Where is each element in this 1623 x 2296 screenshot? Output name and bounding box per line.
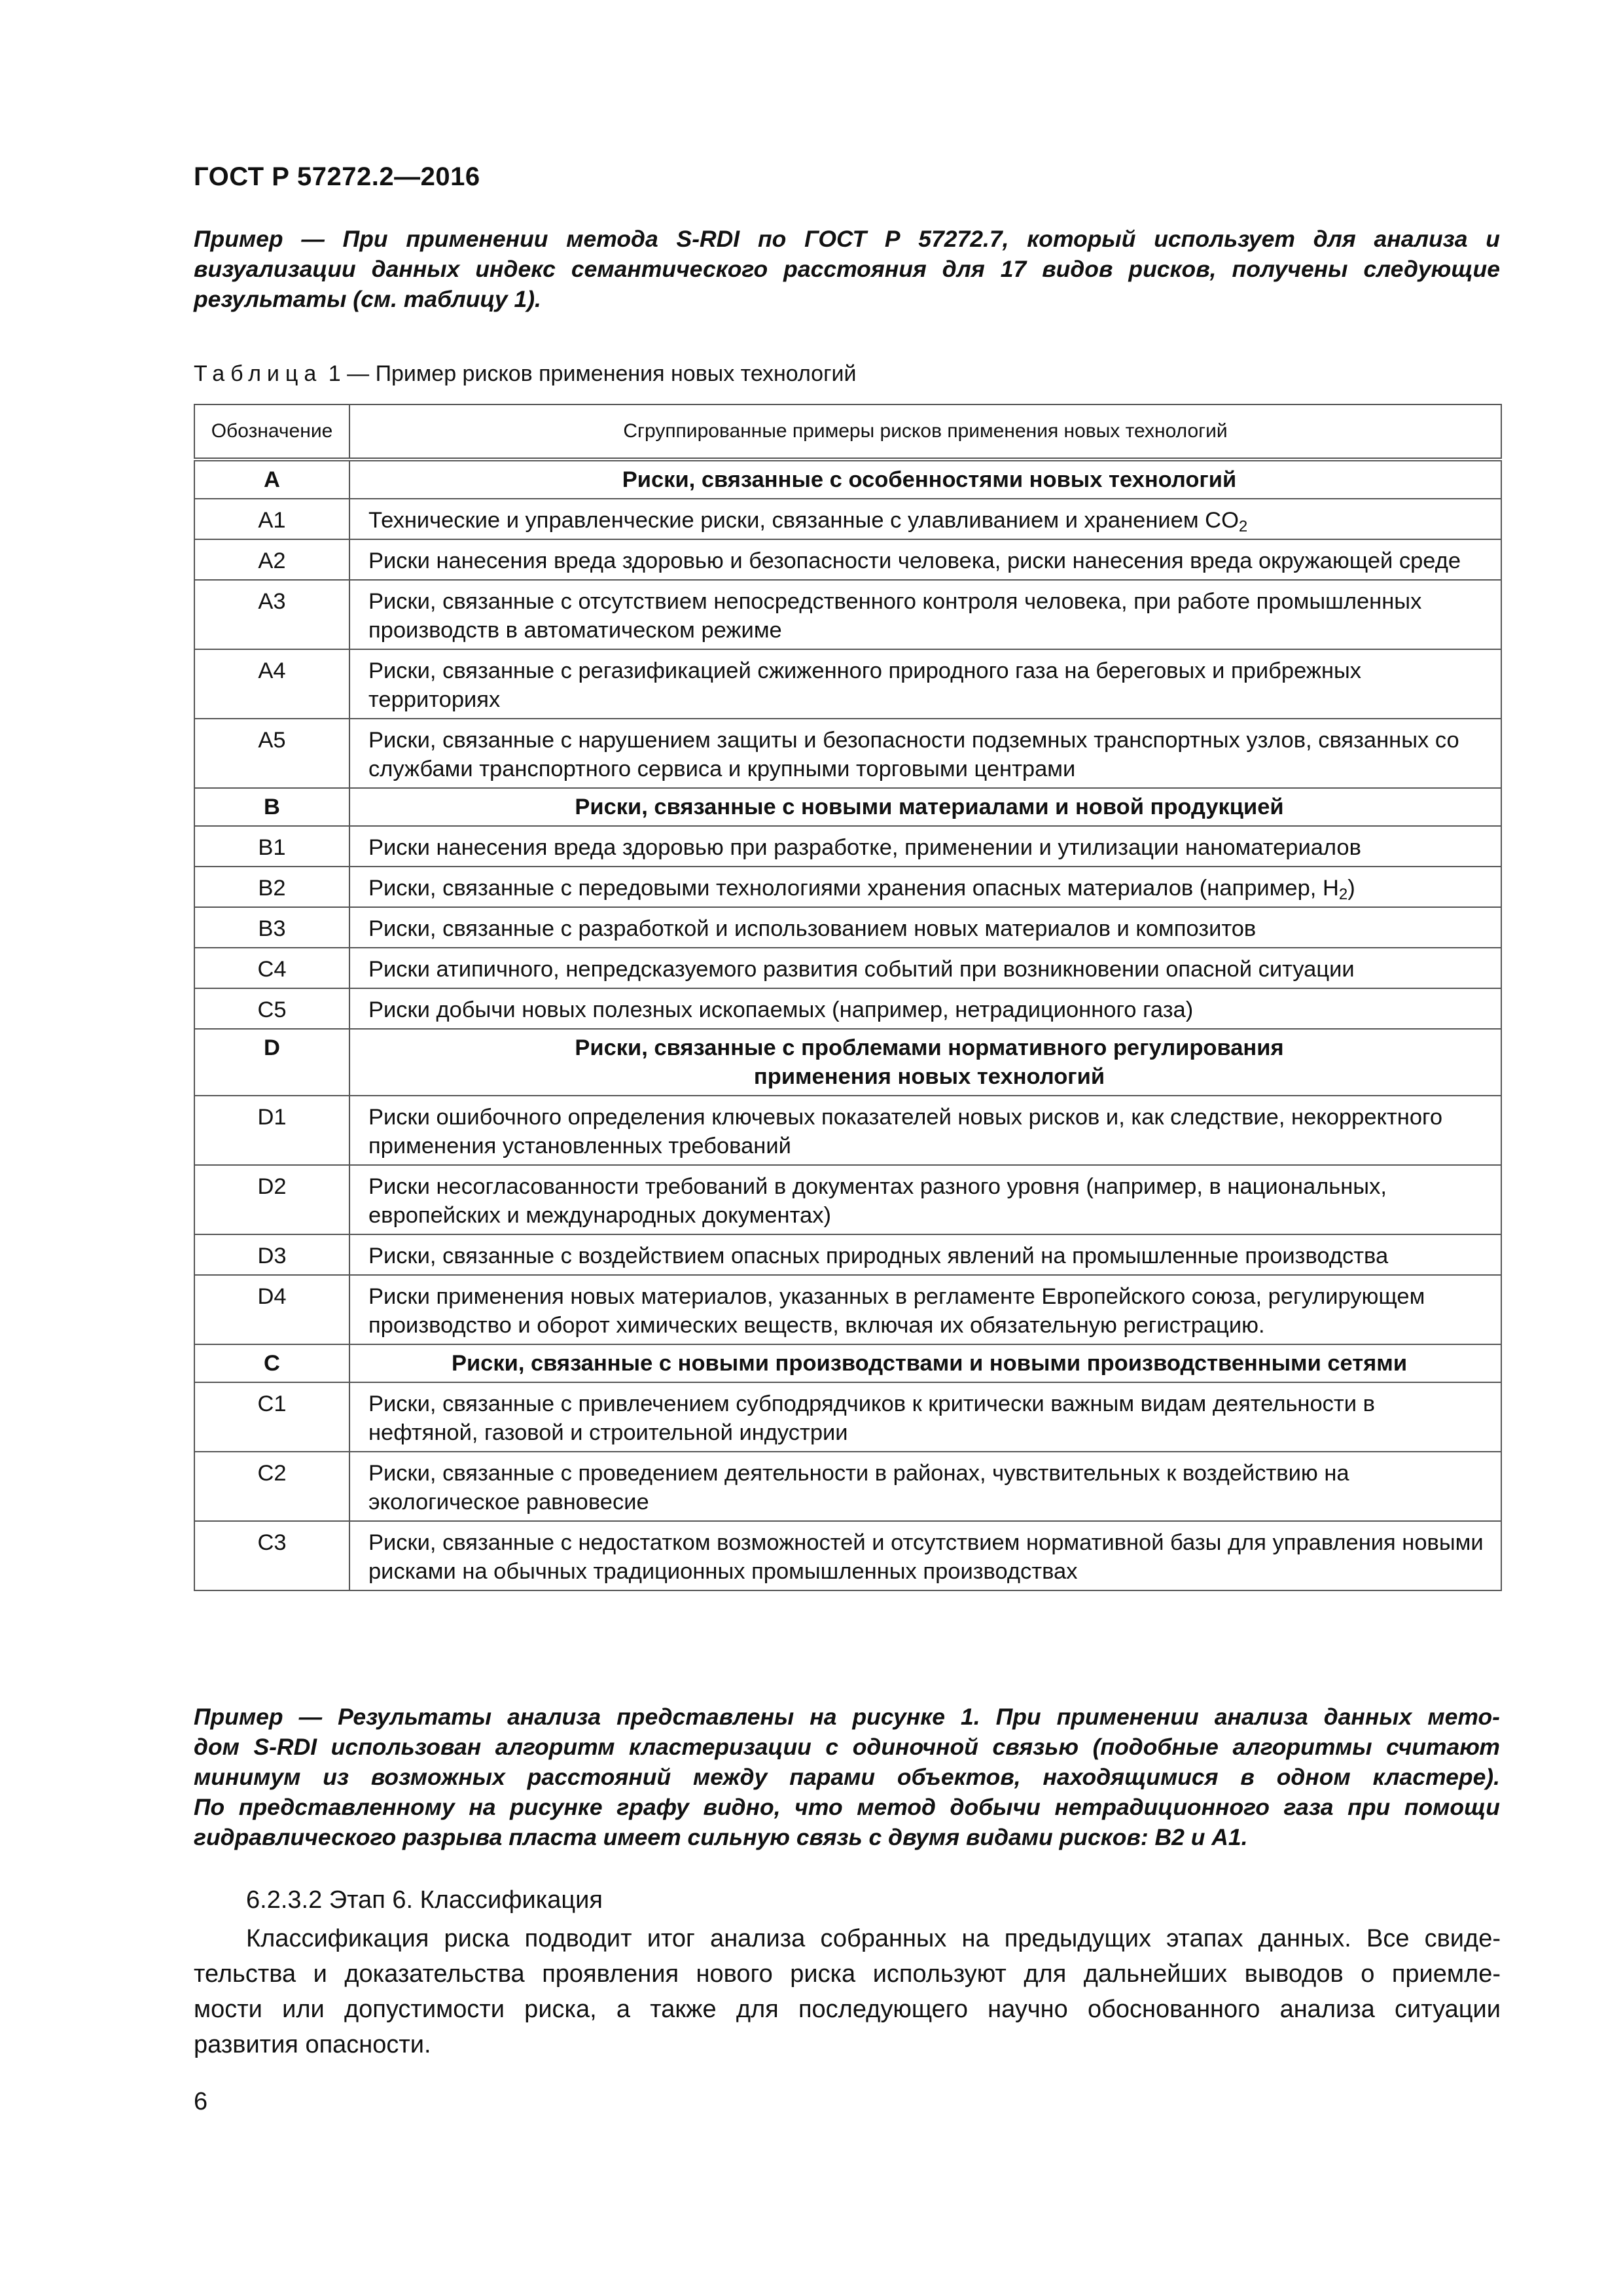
text-line: развития опасности. [194, 2031, 431, 2058]
section-number: 6.2.3.2 [246, 1886, 323, 1914]
risk-description-text: Риски нанесения вреда здоровью и безопасности человека, риски нанесения вреда окружающей среде [368, 548, 1461, 573]
table-row [194, 907, 1501, 948]
risk-code-cell: B2 [194, 867, 349, 907]
risk-code-cell: C3 [194, 1521, 349, 1590]
risk-description-cell [349, 1165, 1501, 1234]
risk-description-text: Риски несогласованности требований в документах разного уровня (например, в национальных, европейских и международных документах) [368, 1174, 1387, 1228]
table-row [194, 1521, 1501, 1590]
risk-code-cell: C4 [194, 948, 349, 988]
risk-description-cell [349, 907, 1501, 948]
risk-code-cell: B3 [194, 907, 349, 948]
risk-description-text: Риски, связанные с особенностями новых технологий [622, 467, 1237, 492]
risk-code-cell: A [194, 459, 349, 499]
risk-description-text: Риски, связанные с новыми материалами и новой продукцией [575, 795, 1284, 819]
risk-description-text: Риски, связанные с проблемами нормативного регулирования [575, 1035, 1284, 1060]
risk-description-suffix: ) [1347, 876, 1355, 901]
risk-description-text: Технические и управленческие риски, связанные с улавливанием и хранением CO [368, 508, 1239, 533]
table-caption-label: Таблица [194, 361, 323, 386]
subscript: 2 [1338, 886, 1348, 903]
table-row [194, 788, 1501, 826]
table-row [194, 499, 1501, 539]
risk-description-text: Риски, связанные с передовыми технологиями хранения опасных материалов (например, H [368, 876, 1339, 901]
risk-description-text: Риски, связанные с отсутствием непосредственного контроля человека, при работе промышленных производств в автоматическом режиме [368, 589, 1422, 643]
column-header-code: Обозначение [194, 404, 349, 459]
risk-code-cell: D1 [194, 1096, 349, 1165]
risk-description-text: Риски, связанные с проведением деятельности в районах, чувствительных к воздействию на экологическое равновесие [368, 1461, 1349, 1515]
risk-code-cell: A5 [194, 719, 349, 788]
risk-description-text: Риски, связанные с регазификацией сжиженного природного газа на береговых и прибрежных территориях [368, 658, 1362, 712]
risk-description-cell [349, 1382, 1501, 1452]
risk-description-cell [349, 1275, 1501, 1344]
risk-description-cell [349, 459, 1501, 499]
table-row [194, 539, 1501, 580]
risk-code-cell: D [194, 1029, 349, 1096]
risk-description-text: Риски, связанные с привлечением субподрядчиков к критически важным видам деятельности в нефтяной, газовой и строительной индустрии [368, 1391, 1375, 1445]
table-body [194, 459, 1501, 1590]
risk-description-cell [349, 867, 1501, 907]
risk-code-cell: B1 [194, 826, 349, 867]
text-line: тельства и доказательства проявления нового риска используют для дальнейших выводов о приемле- [194, 1960, 1501, 1988]
risk-description-text: Риски, связанные с воздействием опасных природных явлений на промышленные производства [368, 1244, 1389, 1268]
subscript: 2 [1238, 518, 1248, 535]
risk-code-cell: D4 [194, 1275, 349, 1344]
table-row [194, 1344, 1501, 1382]
table-row [194, 1234, 1501, 1275]
text-line: визуализации данных индекс семантического расстояния для 17 видов рисков, получены следующие [194, 256, 1500, 282]
risk-code-cell: C [194, 1344, 349, 1382]
risk-description-cell [349, 1521, 1501, 1590]
table-row [194, 988, 1501, 1029]
table-row [194, 826, 1501, 867]
table-header-row [194, 404, 1501, 459]
table-caption [194, 361, 856, 387]
table-row [194, 649, 1501, 719]
risk-description-cell [349, 988, 1501, 1029]
risk-code-cell: C1 [194, 1382, 349, 1452]
risk-description-text: Риски применения новых материалов, указанных в регламенте Европейского союза, регулирующем производство и оборот химических веществ, включая их обязательную регистрацию. [368, 1284, 1425, 1338]
risk-code-cell: D3 [194, 1234, 349, 1275]
risk-description-cell [349, 788, 1501, 826]
risk-code-cell: B [194, 788, 349, 826]
risk-description-text: Риски добычи новых полезных ископаемых (например, нетрадиционного газа) [368, 997, 1194, 1022]
text-line: результаты (см. таблицу 1). [194, 286, 541, 312]
risk-description-text: Риски, связанные с нарушением защиты и безопасности подземных транспортных узлов, связанных со службами транспортного сервиса и крупными торговыми центрами [368, 728, 1459, 781]
table-caption-text: 1 — Пример рисков применения новых технологий [328, 361, 857, 386]
document-header: ГОСТ Р 57272.2—2016 [194, 162, 480, 191]
risk-description-cell [349, 499, 1501, 539]
risk-description-cell [349, 1029, 1501, 1096]
risk-description-text: Риски атипичного, непредсказуемого развития событий при возникновении опасной ситуации [368, 957, 1355, 982]
table-row [194, 1029, 1501, 1096]
risk-description-cell [349, 1234, 1501, 1275]
risk-description-cell [349, 719, 1501, 788]
table-row [194, 1275, 1501, 1344]
text-line: Пример — При применении метода S-RDI по ГОСТ Р 57272.7, который использует для анализа и [194, 226, 1500, 252]
risk-description-text: Риски нанесения вреда здоровью при разработке, применении и утилизации наноматериалов [368, 835, 1361, 860]
table-row [194, 1452, 1501, 1521]
risk-description-text-continued: применения новых технологий [753, 1064, 1105, 1089]
risk-description-text: Риски, связанные с разработкой и использованием новых материалов и композитов [368, 916, 1257, 941]
risk-description-text: Риски ошибочного определения ключевых показателей новых рисков и, как следствие, некорректного применения установленных требований [368, 1105, 1443, 1158]
risk-description-cell [349, 539, 1501, 580]
risk-code-cell: A4 [194, 649, 349, 719]
text-line: минимум из возможных расстояний между парами объектов, находящимися в одном кластере). [194, 1764, 1500, 1790]
table-row [194, 1165, 1501, 1234]
section-title: Этап 6. Классификация [329, 1886, 603, 1914]
text-line: дом S-RDI использован алгоритм кластеризации с одиночной связью (подобные алгоритмы считают [194, 1734, 1500, 1760]
text-line: гидравлического разрыва пласта имеет сильную связь с двумя видами рисков: B2 и A1. [194, 1824, 1248, 1850]
risk-description-cell [349, 649, 1501, 719]
risk-description-cell [349, 1096, 1501, 1165]
risk-code-cell: A1 [194, 499, 349, 539]
body-paragraph [194, 1921, 1501, 2062]
example-paragraph-2 [194, 1702, 1500, 1852]
risk-description-text: Риски, связанные с недостатком возможностей и отсутствием нормативной базы для управления новыми рисками на обычных традиционных промышленных производствах [368, 1530, 1484, 1584]
text-line: По представленному на рисунке графу видно, что метод добычи нетрадиционного газа при помощи [194, 1794, 1500, 1820]
risk-code-cell: C5 [194, 988, 349, 1029]
table-row [194, 459, 1501, 499]
section-heading [246, 1886, 603, 1914]
table-row [194, 1382, 1501, 1452]
risk-description-cell [349, 826, 1501, 867]
example-paragraph-1 [194, 224, 1500, 314]
risk-code-cell: C2 [194, 1452, 349, 1521]
table-row [194, 719, 1501, 788]
text-line: Классификация риска подводит итог анализа собранных на предыдущих этапах данных. Все свиде- [246, 1925, 1501, 1952]
column-header-description: Сгруппированные примеры рисков применения новых технологий [349, 404, 1501, 459]
risk-code-cell: A2 [194, 539, 349, 580]
risk-table [194, 404, 1502, 1591]
risk-description-cell [349, 1344, 1501, 1382]
table-row [194, 948, 1501, 988]
text-line: мости или допустимости риска, а также для последующего научно обоснованного анализа ситуации [194, 1996, 1501, 2023]
page-number: 6 [194, 2088, 208, 2115]
risk-description-cell [349, 948, 1501, 988]
risk-code-cell: D2 [194, 1165, 349, 1234]
table-row [194, 867, 1501, 907]
risk-description-cell [349, 580, 1501, 649]
table-row [194, 580, 1501, 649]
risk-description-text: Риски, связанные с новыми производствами и новыми производственными сетями [451, 1351, 1408, 1376]
risk-description-cell [349, 1452, 1501, 1521]
text-line: Пример — Результаты анализа представлены на рисунке 1. При применении анализа данных мето- [194, 1704, 1500, 1730]
table-row [194, 1096, 1501, 1165]
risk-code-cell: A3 [194, 580, 349, 649]
